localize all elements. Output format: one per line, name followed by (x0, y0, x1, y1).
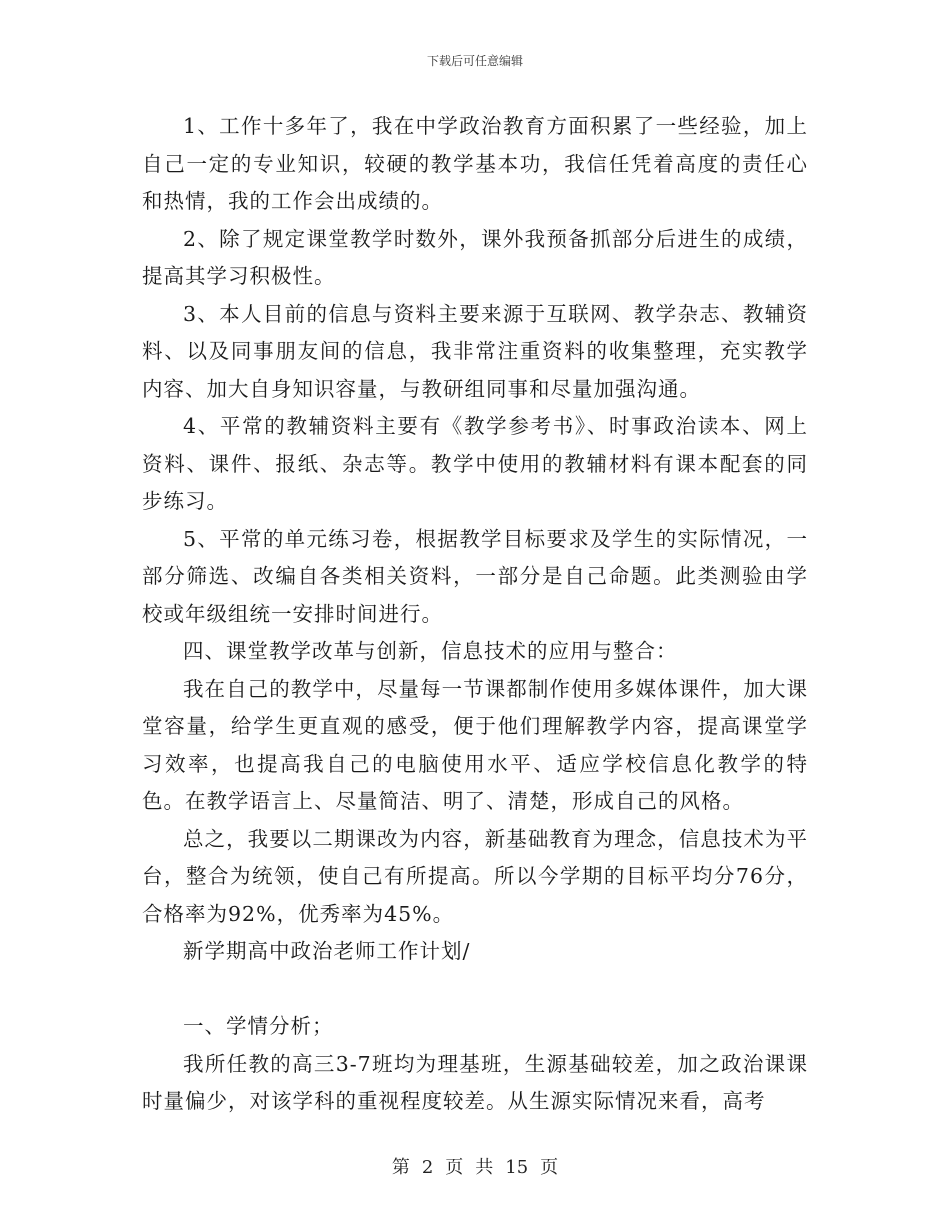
footer-total-pages: 15 (505, 1157, 529, 1178)
footer-label-gong: 共 (475, 1157, 494, 1178)
paragraph-unit-tests: 5、平常的单元练习卷，根据教学目标要求及学生的实际情况，一部分筛选、改编自各类相关资料，一部分是自己命题。此类测验由学校或年级组统一安排时间进行。 (142, 526, 808, 626)
paragraph-information-sources: 3、本人目前的信息与资料主要来源于互联网、教学杂志、教辅资料、以及同事朋友间的信息，我非常注重资料的收集整理，充实教学内容、加大自身知识容量，与教研组同事和尽量加强沟通。 (142, 301, 808, 401)
document-body (142, 108, 808, 1121)
section-heading-reform: 四、课堂教学改革与创新，信息技术的应用与整合： (183, 639, 678, 663)
section-heading-student-analysis: 一、学情分析； (183, 1014, 334, 1038)
document-subtitle: 新学期高中政治老师工作计划/ (183, 939, 471, 963)
footer-label-ye: 页 (445, 1157, 464, 1178)
paragraph-multimedia: 我在自己的教学中，尽量每一节课都制作使用多媒体课件，加大课堂容量，给学生更直观的感受，便于他们理解教学内容，提高课堂学习效率，也提高我自己的电脑使用水平、适应学校信息化教学的特色。在教学语言上、尽量简洁、明了、清楚，形成自己的风格。 (142, 676, 808, 813)
page-header: 下载后可任意编辑 (426, 54, 523, 68)
footer-label-ye2: 页 (540, 1157, 559, 1178)
paragraph-experience: 1、工作十多年了，我在中学政治教育方面积累了一些经验，加上自己一定的专业知识，较硬的教学基本功，我信任凭着高度的责任心和热情，我的工作会出成绩的。 (142, 114, 808, 213)
paragraph-summary-goals: 总之，我要以二期课改为内容，新基础教育为理念，信息技术为平台，整合为统领，使自己有所提高。所以今学期的目标平均分76分，合格率为92%，优秀率为45%。 (142, 826, 808, 926)
blank-line (142, 971, 808, 1009)
paragraph-extra-tutoring: 2、除了规定课堂教学时数外，课外我预备抓部分后进生的成绩，提高其学习积极性。 (142, 226, 808, 288)
footer-current-page: 2 (421, 1157, 434, 1178)
paragraph-teaching-materials: 4、平常的教辅资料主要有《教学参考书》、时事政治读本、网上资料、课件、报纸、杂志等。教学中使用的教辅材料有课本配套的同步练习。 (142, 414, 808, 513)
paragraph-class-situation: 我所任教的高三3-7班均为理基班，生源基础较差，加之政治课课时量偏少，对该学科的重视程度较差。从生源实际情况来看，高考 (142, 1051, 808, 1113)
page-footer (0, 1153, 950, 1179)
footer-label-di: 第 (391, 1157, 410, 1178)
